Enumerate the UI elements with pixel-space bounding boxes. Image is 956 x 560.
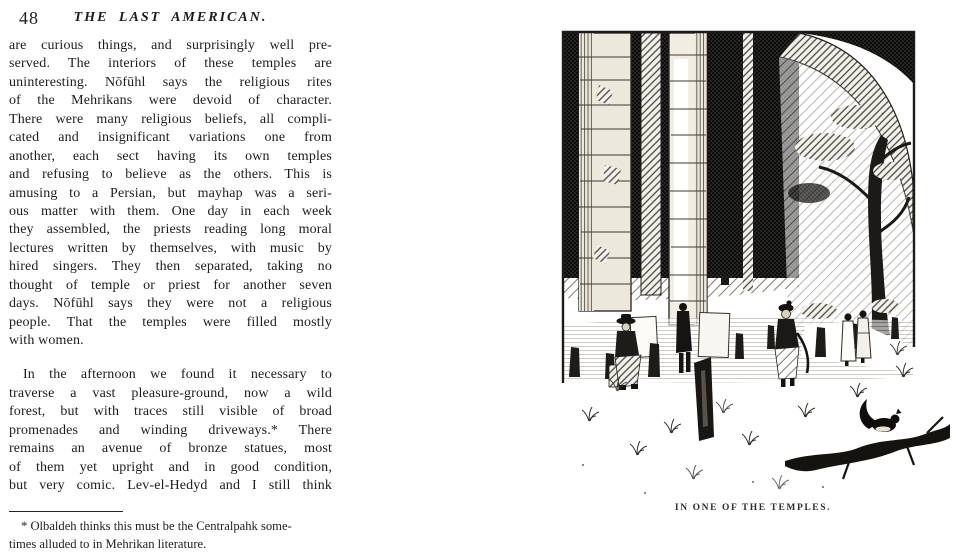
text-line: ous matter with them. One day in each week — [9, 203, 332, 219]
left-page — [9, 0, 332, 560]
stone-slab — [698, 312, 730, 357]
text-line: days. Nōfūhl says they were not a religious — [9, 296, 332, 312]
text-line: In the afternoon we found it necessary to — [23, 367, 332, 383]
left-stone-column — [579, 33, 631, 311]
paragraph-2 — [9, 366, 332, 495]
text-line: but very comic. Lev-el-Hedyd and I still think — [9, 478, 332, 494]
leaning-post — [694, 357, 714, 441]
central-stone-column — [669, 33, 707, 325]
text-line: lectures written by themselves, with music by — [9, 240, 332, 256]
footnote-line: * Olbaldeh thinks this must be the Centralpahk some- — [21, 519, 292, 533]
text-line: forest, but with traces still visible of broad — [9, 404, 332, 420]
text-line: are curious things, and surprisingly well pre- — [9, 38, 332, 53]
text-line: There were many religious beliefs, all compli- — [9, 111, 332, 127]
paragraph-1 — [9, 37, 332, 350]
page-number: 48 — [19, 8, 39, 28]
text-line: with women. — [9, 333, 84, 348]
footnote-line: times alluded to in Mehrikan literature. — [9, 536, 207, 551]
squirrel-figure — [860, 399, 902, 432]
text-line: served. The interiors of these temples are — [9, 56, 332, 72]
text-line: amusing to a Persian, but mayhap was a seri- — [9, 185, 332, 201]
temple-illustration — [553, 25, 953, 497]
text-line: of the Mehrikans were devoid of character. — [9, 93, 332, 109]
text-line: thought of temple or priest for another seven — [9, 277, 332, 293]
text-line: remains an avenue of bronze statues, most — [9, 441, 332, 457]
illustration-caption: IN ONE OF THE TEMPLES. — [674, 503, 832, 513]
text-line: of them yet upright and in good condition, — [9, 459, 332, 475]
footnote-separator — [9, 511, 123, 512]
far-column — [743, 33, 753, 291]
text-line: cated and insignificant variations one from — [9, 130, 332, 146]
text-line: hired singers. They then separated, taking no — [9, 259, 332, 275]
text-line: uninteresting. Nōfūhl says the religious rites — [9, 74, 332, 90]
text-line: and refusing to believe as the others. This is — [9, 167, 332, 183]
page-header — [9, 7, 332, 31]
temple-engraving-svg — [553, 25, 953, 497]
far-column — [721, 33, 729, 285]
text-line: traverse a vast pleasure-ground, now a wild — [9, 385, 332, 401]
text-line: promenades and winding driveways.* There — [9, 422, 332, 438]
text-line: another, each sect having its own temples — [9, 148, 332, 164]
footnote — [9, 511, 332, 553]
running-head: THE LAST AMERICAN. — [73, 10, 268, 25]
narrow-column — [641, 33, 661, 295]
body-text — [9, 37, 332, 496]
text-line: they assembled, the priests reading long moral — [9, 222, 332, 238]
text-line: people. That the temples were filled mostly — [9, 314, 332, 330]
